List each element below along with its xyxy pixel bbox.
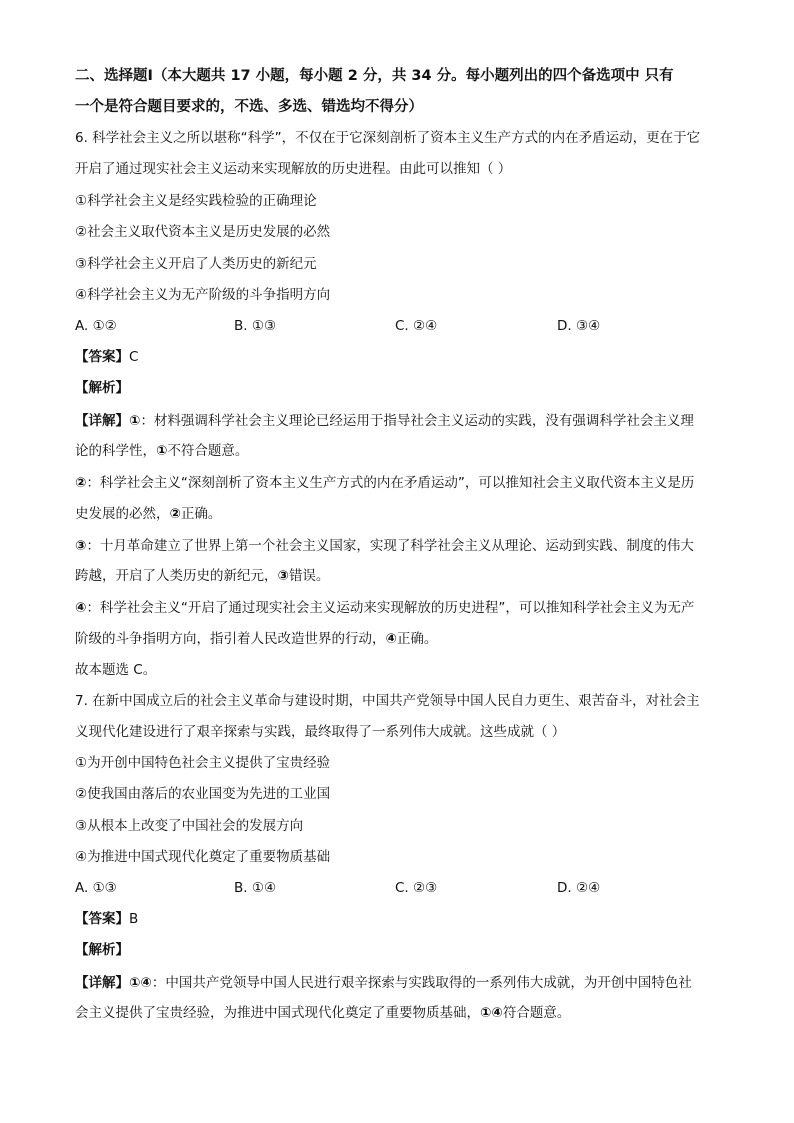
q6-detail-3-cont: 跨越，开启了人类历史的新纪元，③错误。: [75, 568, 330, 584]
q6-detail-2-cont: 史发展的必然，②正确。: [75, 506, 222, 522]
q6-statement-4: ④科学社会主义为无产阶级的斗争指明方向: [75, 287, 331, 303]
q7-answer: 【答案】B: [75, 911, 139, 927]
q7-statement-3: ③从根本上改变了中国社会的发展方向: [75, 818, 304, 834]
q7-analysis-label: 【解析】: [75, 942, 129, 958]
q7-detail-1-cont: 会主义提供了宝贵经验，为推进中国式现代化奠定了重要物质基础，①④符合题意。: [75, 1005, 571, 1021]
q6-answer: [75, 347, 138, 367]
q7-stem-line-1: 7. 在新中国成立后的社会主义革命与建设时期，中国共产党领导中国人民自力更生、艰苦奋斗，对社会主: [75, 693, 700, 709]
q6-stem-line-2: 开启了通过现实社会主义运动来实现解放的历史进程。由此可以推知（ ）: [75, 161, 512, 177]
q6-statement-1: ①科学社会主义是经实践检验的正确理论: [75, 193, 317, 209]
q6-statement-2: ②社会主义取代资本主义是历史发展的必然: [75, 224, 331, 240]
q6-answer-value: C: [129, 349, 139, 365]
q7-stem-line-2: 义现代化建设进行了艰辛探索与实践，最终取得了一系列伟大成就。这些成就（ ）: [75, 724, 566, 740]
section-header-line-2: 一个是符合题目要求的，不选、多选、错选均不得分）: [75, 99, 423, 115]
q6-detail-1-cont: 论的科学性，①不符合题意。: [75, 443, 249, 459]
q6-detail-1: 【详解】①：材料强调科学社会主义理论已经运用于指导社会主义运动的实践，没有强调科学社会主义理: [75, 413, 694, 429]
q6-detail-2: ②：科学社会主义“深刻剖析了资本主义生产方式的内在矛盾运动”，可以推知社会主义取代资本主义是历: [75, 475, 695, 491]
q7-option-a: A. ①③: [75, 880, 117, 896]
q7-answer-value: B: [129, 911, 139, 927]
q6-statement-3: ③科学社会主义开启了人类历史的新纪元: [75, 256, 317, 272]
q6-detail-3: ③：十月革命建立了世界上第一个社会主义国家，实现了科学社会主义从理论、运动到实践、制度的伟大: [75, 538, 694, 554]
q6-option-d: D. ③④: [557, 318, 601, 334]
q6-analysis-label: 【解析】: [75, 380, 129, 396]
detail-label: 【详解】: [75, 413, 129, 429]
section-header-line-1: 二、选择题Ⅰ（本大题共 17 小题，每小题 2 分，共 34 分。每小题列出的四个备选项中 只有: [75, 68, 674, 84]
answer-label: 【答案】: [75, 349, 129, 365]
q6-option-c: C. ②④: [395, 318, 438, 334]
q6-option-b: B. ①③: [234, 318, 277, 334]
q7-detail-1: 【详解】①④：中国共产党领导中国人民进行艰辛探索与实践取得的一系列伟大成就，为开创中国特色社: [75, 975, 692, 991]
q7-option-b: B. ①④: [234, 880, 277, 896]
q6-option-a: A. ①②: [75, 318, 117, 334]
q7-statement-4: ④为推进中国式现代化奠定了重要物质基础: [75, 849, 331, 865]
q6-detail-4-cont: 阶级的斗争指明方向，指引着人民改造世界的行动，④正确。: [75, 631, 438, 647]
q6-detail-4: ④：科学社会主义“开启了通过现实社会主义运动来实现解放的历史进程”，可以推知科学社会主义为无产: [75, 600, 695, 616]
q7-statement-2: ②使我国由落后的农业国变为先进的工业国: [75, 786, 331, 802]
q6-stem-line-1: 6. 科学社会主义之所以堪称“科学”，不仅在于它深刻剖析了资本主义生产方式的内在矛盾运动，更在于它: [75, 130, 701, 146]
q6-conclusion: 故本题选 C。: [75, 662, 157, 678]
q6-detail-1-marker: ①: [129, 413, 141, 429]
q7-option-c: C. ②③: [395, 880, 438, 896]
q7-option-d: D. ②④: [557, 880, 601, 896]
q7-statement-1: ①为开创中国特色社会主义提供了宝贵经验: [75, 755, 331, 771]
